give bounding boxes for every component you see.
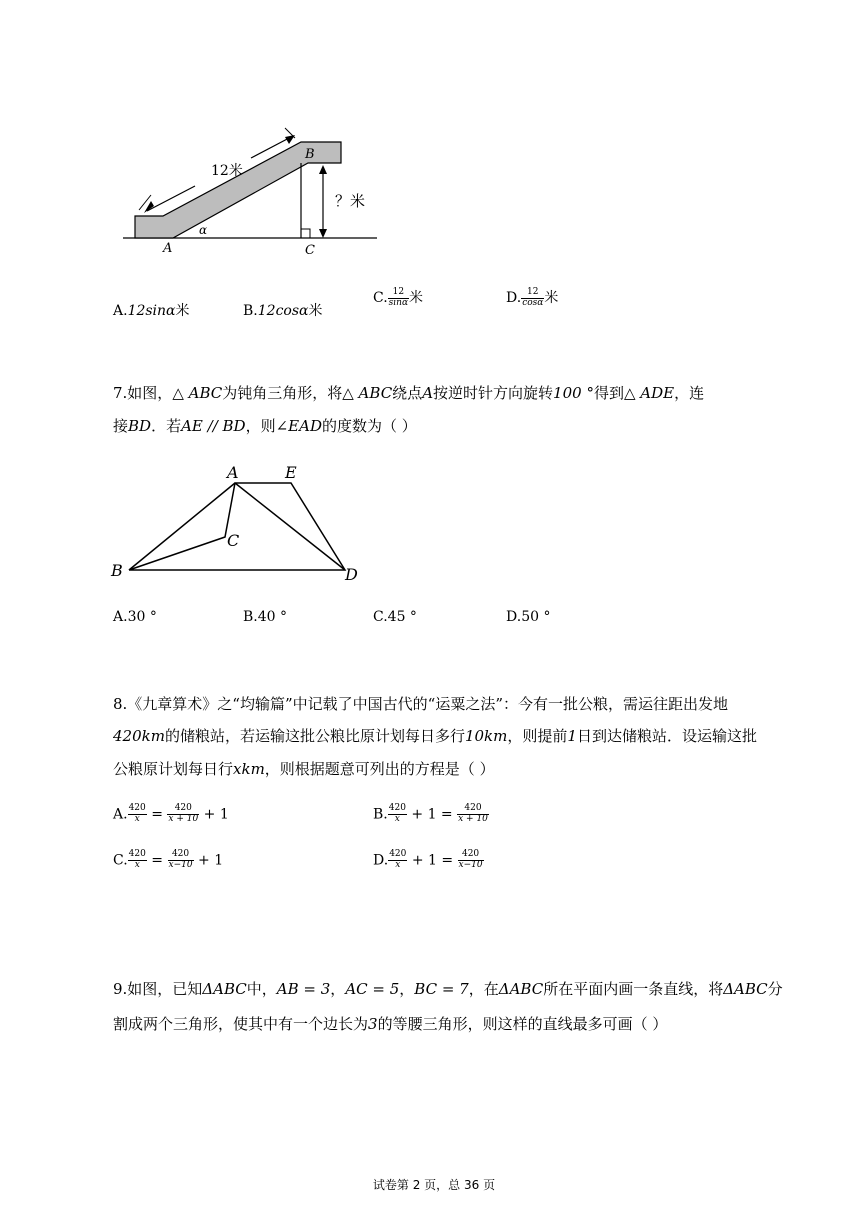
point-c-label: C xyxy=(305,243,315,258)
q7-point-e: E xyxy=(285,463,297,482)
q7-option-a[interactable]: A.30 ° xyxy=(113,609,157,625)
escalator-figure xyxy=(115,120,385,260)
q8-option-c[interactable]: C. $\frac{420}{x}$ = $\frac{420}{x-10}$ + 1 xyxy=(113,849,224,870)
q7-figure xyxy=(105,458,375,588)
q8-option-b[interactable]: B. $\frac{420}{x}$ + 1 = $\frac{420}{x + 10}$ xyxy=(373,803,488,824)
q8-line-3: 公粮原计划每日行xkm，则根据题意可列出的方程是（ ） xyxy=(113,760,495,778)
q6-option-a[interactable]: A.12sinα米 xyxy=(113,303,190,319)
point-b-label: B xyxy=(305,147,315,162)
page-footer: 试卷第 2 页，总 36 页 xyxy=(372,1178,496,1192)
q8-option-a[interactable]: A. $\frac{420}{x}$ = $\frac{420}{x + 10}$ + 1 xyxy=(113,803,229,824)
q8-line-1: 8.《九章算术》之“均输篇”中记载了中国古代的“运粟之法”：今有一批公粮，需运往距出发地 xyxy=(113,695,728,713)
length-label: 12米 xyxy=(211,163,243,179)
height-label: ？米 xyxy=(335,192,366,210)
q7-option-d[interactable]: D.50 ° xyxy=(506,609,551,625)
q9-line-2: 割成两个三角形，使其中有一个边长为3的等腰三角形，则这样的直线最多可画（ ） xyxy=(113,1015,668,1033)
q7-option-c[interactable]: C.45 ° xyxy=(373,609,417,625)
q9-line-1: 9.如图，已知ΔABC中，AB = 3，AC = 5，BC = 7，在ΔABC所在平面内画一条直线，将ΔABC分 xyxy=(113,980,783,998)
q6-option-c[interactable]: C. $\frac{12}{\sin\alpha}$ 米 xyxy=(373,286,424,308)
q7-line-2: 接BD．若AE // BD，则∠EAD的度数为（ ） xyxy=(113,417,417,435)
q6-option-b[interactable]: B.12cosα米 xyxy=(243,303,323,319)
point-a-label: A xyxy=(163,241,173,256)
q8-line-2: 420km的储粮站，若运输这批公粮比原计划每日多行10km，则提前1日到达储粮站．设运输这批 xyxy=(113,727,757,745)
q7-point-c: C xyxy=(227,531,240,550)
q7-line-1: 7.如图，△ ABC为钝角三角形，将△ ABC绕点A按逆时针方向旋转100 °得到△ ADE，连 xyxy=(113,384,705,402)
q7-point-a: A xyxy=(227,463,239,482)
q7-point-b: B xyxy=(111,561,123,580)
q7-point-d: D xyxy=(345,565,358,584)
q7-option-b[interactable]: B.40 ° xyxy=(243,609,288,625)
q8-option-d[interactable]: D. $\frac{420}{x}$ + 1 = $\frac{420}{x-10}$ xyxy=(373,849,483,870)
q6-option-d[interactable]: D. $\frac{12}{\cos\alpha}$ 米 xyxy=(506,286,559,308)
angle-label: α xyxy=(199,223,208,237)
